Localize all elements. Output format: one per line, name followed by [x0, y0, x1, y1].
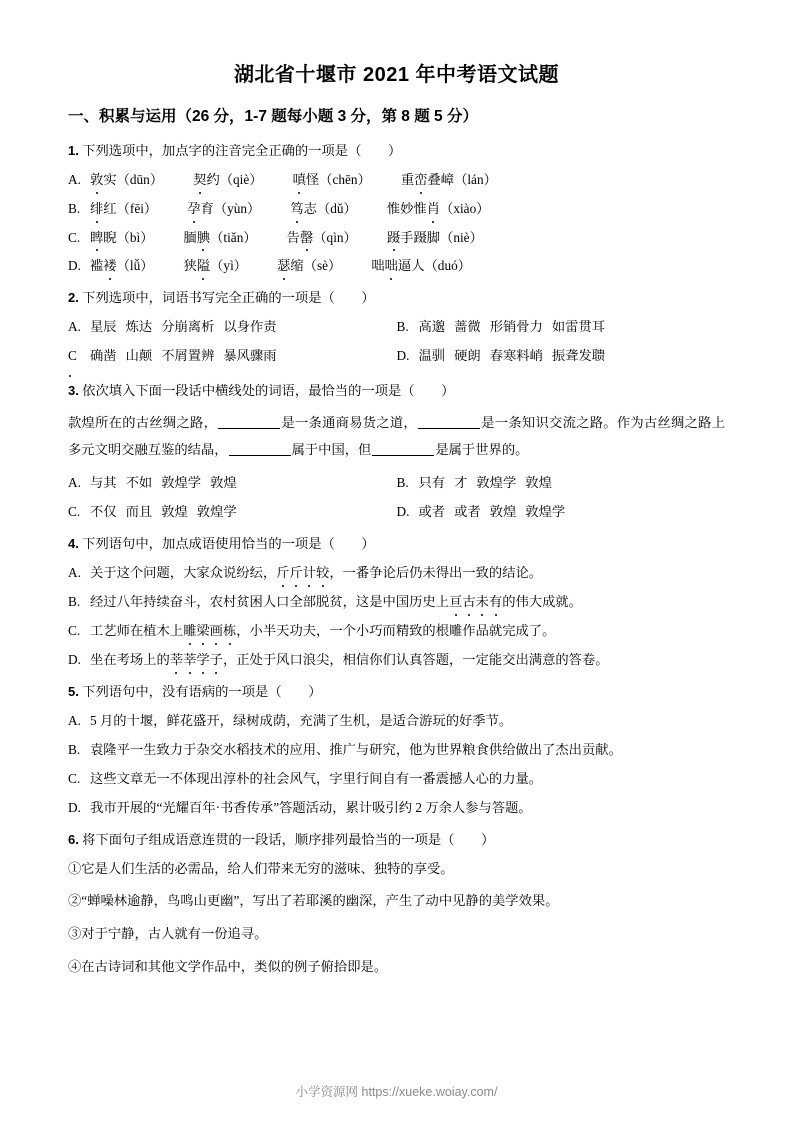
emphasis-char: 敦 — [90, 170, 103, 190]
question-2-stem — [68, 288, 725, 308]
option-label: D. — [396, 504, 410, 520]
option-right[interactable] — [397, 346, 726, 366]
emphasis-char: 莘 — [170, 650, 183, 670]
emphasis-char: 较 — [316, 563, 329, 583]
option-word: 硬朗 — [454, 348, 481, 364]
option-label: B. — [68, 200, 81, 216]
question-1-number: 1. — [68, 142, 79, 158]
option-word: 而且 — [125, 504, 153, 520]
question-3-number: 3. — [68, 383, 79, 399]
option-label: D. — [68, 799, 81, 815]
list-item: ④在古诗词和其他文学作品中，类似的例子俯拾即是。 — [68, 959, 388, 975]
option-text — [419, 502, 726, 522]
option-label: A. — [68, 712, 81, 728]
option-text: 关于这个问题，大家众说纷纭，斤斤计较，一番争论后仍未得出一致的结论。 — [90, 563, 725, 583]
emphasis-char: 蹑 — [387, 228, 400, 248]
question-1-stem — [68, 141, 725, 161]
option-word: 分崩离析 — [161, 319, 215, 335]
option-label: C — [68, 346, 90, 366]
option-left[interactable] — [68, 473, 397, 493]
emphasis-char: 罄 — [300, 228, 313, 248]
option-text — [419, 346, 726, 366]
pinyin-item: 告罄（qìn） — [287, 230, 357, 245]
option-label: B. — [68, 741, 81, 757]
option-word: 敦煌 — [489, 504, 517, 520]
option-left[interactable] — [68, 317, 397, 337]
emphasis-char: 有 — [489, 592, 502, 612]
option-row[interactable] — [68, 592, 725, 612]
question-3-stem — [68, 381, 725, 401]
emphasis-char: 契 — [193, 170, 206, 190]
option-word: 才 — [454, 475, 468, 491]
question-4-options — [68, 563, 725, 670]
option-word: 敦煌学 — [525, 504, 566, 520]
option-row[interactable] — [68, 798, 725, 818]
option-row[interactable] — [68, 740, 725, 760]
emphasis-char: 莘 — [183, 650, 196, 670]
emphasis-char: 古 — [462, 592, 475, 612]
question-6-number: 6. — [68, 831, 79, 847]
option-word: 或者 — [454, 504, 481, 520]
question-3 — [68, 381, 725, 522]
emphasis-char: 孕 — [187, 199, 200, 219]
option-word: 春寒料峭 — [489, 348, 543, 364]
option-text — [90, 473, 397, 493]
option-label: A. — [68, 319, 81, 335]
page-title: 湖北省十堰市 2021 年中考语文试题 — [233, 64, 560, 86]
pinyin-item: 契约（qiè） — [193, 172, 262, 187]
emphasis-char: 绯 — [90, 199, 103, 219]
option-left[interactable] — [68, 346, 397, 366]
option-row[interactable] — [68, 769, 725, 789]
option-text: 工艺师在植木上雕梁画栋，小半天功夫，一个小巧而精致的根雕作品就完成了。 — [90, 621, 725, 641]
option-word: 确凿 — [90, 348, 117, 364]
pinyin-item: 狭隘（yì） — [184, 258, 248, 273]
option-label: D. — [68, 258, 81, 274]
question-5-stem-text: 下列语句中，没有语病的一项是（ ） — [82, 683, 322, 699]
option-label: C. — [68, 770, 81, 786]
emphasis-char: 瑟 — [277, 256, 290, 276]
pinyin-item: 重峦叠嶂（lán） — [401, 172, 497, 187]
option-row[interactable] — [68, 621, 725, 641]
passage-text: 款煌所在的古丝绸之路， — [68, 415, 218, 431]
question-4-stem — [68, 534, 725, 554]
option-word: 或者 — [418, 504, 446, 520]
option-word: 不如 — [125, 475, 153, 491]
option-word: 暴风骤雨 — [223, 348, 277, 364]
emphasized-idiom — [276, 565, 329, 580]
option-word: 如雷贯耳 — [551, 319, 606, 335]
option-row-pair — [68, 502, 725, 522]
emphasis-char: 笃 — [290, 199, 303, 219]
emphasis-char: 隘 — [197, 256, 210, 276]
option-word: 星辰 — [90, 319, 117, 335]
option-row[interactable] — [68, 711, 725, 731]
emphasis-char: 睥 — [90, 228, 103, 248]
page-content — [68, 62, 725, 990]
emphasized-idiom — [183, 623, 236, 638]
option-text: 袁隆平一生致力于杂交水稻技术的应用、推广与研究，他为世界粮食供给做出了杰出贡献。 — [90, 741, 622, 757]
option-word: 以身作责 — [223, 319, 277, 335]
question-2-number: 2. — [68, 290, 79, 306]
emphasis-char: 未 — [476, 592, 489, 612]
list-item: ①它是人们生活的必需品，给人们带来无穷的滋味、独特的享受。 — [68, 860, 454, 876]
question-1 — [68, 141, 725, 277]
option-text — [90, 256, 725, 276]
section-heading: 一、积累与运用（26 分，1-7 题每小题 3 分，第 8 题 5 分） — [68, 108, 478, 125]
pinyin-item: 腼腆（tiǎn） — [184, 230, 257, 245]
pinyin-item: 瑟缩（sè） — [277, 258, 341, 273]
option-word: 山颠 — [125, 348, 153, 364]
option-text — [90, 346, 397, 366]
emphasis-char: 斤 — [289, 563, 302, 583]
pinyin-item: 咄咄逼人（duó） — [371, 258, 471, 273]
question-2 — [68, 288, 725, 366]
emphasis-char: 腆 — [197, 228, 210, 248]
question-4-stem-text: 下列语句中，加点成语使用恰当的一项是（ ） — [82, 536, 375, 552]
pinyin-item: 绯红（fēi） — [90, 201, 157, 216]
option-right[interactable] — [397, 317, 726, 337]
pinyin-item: 褴褛（lǚ） — [90, 258, 154, 273]
question-1-options — [68, 170, 725, 277]
option-label: D. — [68, 651, 81, 667]
list-item: ③对于宁静，古人就有一份追寻。 — [68, 926, 268, 942]
question-5-number: 5. — [68, 683, 79, 699]
option-text — [90, 170, 725, 190]
option-text: 这些文章无一不体现出淳朴的社会风气，字里行间自有一番震撼人心的力量。 — [90, 770, 543, 786]
option-row[interactable] — [68, 256, 725, 276]
emphasis-char: 褛 — [103, 256, 116, 276]
option-right[interactable] — [397, 502, 726, 522]
question-4-number: 4. — [68, 536, 79, 552]
emphasis-char: 梁 — [196, 621, 209, 641]
option-right[interactable] — [397, 473, 726, 493]
fill-in-blank[interactable] — [218, 415, 280, 429]
question-3-stem-text: 依次填入下面一段话中横线处的词语，最恰当的一项是（ ） — [82, 383, 455, 399]
question-4 — [68, 534, 725, 670]
option-word: 敦煌学 — [476, 475, 517, 491]
option-label: B. — [68, 594, 81, 610]
emphasis-char: 咄 — [385, 256, 398, 276]
option-word: 敦煌 — [210, 475, 237, 491]
option-label: A. — [68, 475, 81, 491]
fill-in-blank[interactable] — [418, 415, 480, 429]
option-word: 与其 — [90, 475, 117, 491]
option-label: C. — [68, 504, 81, 520]
option-text — [90, 317, 397, 337]
option-label: C. — [68, 229, 81, 245]
option-row[interactable] — [68, 650, 725, 670]
question-6-stem — [68, 830, 725, 850]
question-5-options — [68, 711, 725, 818]
pinyin-item: 嗔怪（chēn） — [293, 172, 371, 187]
option-word: 不屑置辨 — [161, 348, 215, 364]
pinyin-item: 睥睨（bì） — [90, 230, 154, 245]
option-text — [419, 317, 726, 337]
option-word: 炼达 — [125, 319, 153, 335]
option-word: 敦煌 — [161, 504, 188, 520]
emphasized-idiom — [170, 652, 223, 667]
emphasis-char: 学 — [196, 650, 209, 670]
option-word: 振聋发聩 — [551, 348, 606, 364]
option-word: 只有 — [418, 475, 446, 491]
pinyin-item: 敦实（dūn） — [90, 172, 163, 187]
option-row[interactable] — [68, 170, 725, 190]
option-label: B. — [396, 475, 409, 491]
option-label: B. — [396, 319, 409, 335]
question-5-stem — [68, 682, 725, 702]
option-row[interactable] — [68, 228, 725, 248]
emphasis-char: 子 — [210, 650, 223, 670]
emphasis-char: 画 — [210, 621, 223, 641]
option-row-pair — [68, 346, 725, 366]
question-6-stem-text: 将下面句子组成语意连贯的一段话，顺序排列最恰当的一项是（ ） — [82, 831, 495, 847]
option-word: 不仅 — [90, 504, 117, 520]
option-row-pair — [68, 473, 725, 493]
option-row[interactable] — [68, 199, 725, 219]
option-text: 5 月的十堰，鲜花盛开，绿树成荫，充满了生机，是适合游玩的好季节。 — [90, 712, 513, 728]
list-item: ②“蝉噪林逾静，鸟鸣山更幽”，写出了若耶溪的幽深，产生了动中见静的美学效果。 — [68, 893, 559, 909]
question-2-options — [68, 317, 725, 366]
option-word: 温驯 — [418, 348, 446, 364]
question-3-passage — [68, 410, 725, 463]
emphasized-idiom — [449, 594, 502, 609]
option-label: C. — [68, 623, 81, 638]
option-word: 高邈 — [418, 319, 446, 335]
option-row-pair — [68, 317, 725, 337]
fill-in-blank[interactable] — [229, 441, 291, 455]
option-label: D. — [396, 348, 410, 364]
passage-text: 是一条通商易货之道， — [281, 415, 417, 431]
option-word: 敦煌 — [525, 475, 552, 491]
pinyin-item: 孕育（yùn） — [187, 201, 260, 216]
emphasis-char: 斤 — [276, 563, 289, 583]
option-text — [90, 502, 397, 522]
pinyin-item: 惟妙惟肖（xiào） — [387, 201, 490, 216]
question-6 — [68, 830, 725, 978]
option-word: 敦煌学 — [161, 475, 202, 491]
fill-in-blank[interactable] — [372, 441, 434, 455]
passage-text: 是一条知识交流之路。作为古丝绸之路上多元文明交融互鉴的结晶， — [68, 415, 726, 457]
option-text: 我市开展的“光耀百年·书香传承”答题活动，累计吸引约 2 万余人参与答题。 — [90, 799, 532, 815]
option-text — [90, 228, 725, 248]
emphasis-char: 计 — [303, 563, 316, 583]
option-label: A. — [68, 565, 81, 581]
pinyin-item: 蹑手蹑脚（niè） — [387, 230, 483, 245]
passage-text: 属于中国，但 — [291, 441, 372, 457]
question-3-options — [68, 473, 725, 522]
footer-watermark: 小学资源网 https://xueke.woiay.com/ — [295, 1085, 498, 1099]
question-1-stem-text: 下列选项中，加点字的注音完全正确的一项是（ ） — [82, 142, 402, 158]
emphasis-char: 栋 — [223, 621, 236, 641]
option-label: A. — [68, 171, 81, 187]
option-word: 形销骨力 — [489, 319, 543, 335]
emphasis-char: 亘 — [449, 592, 462, 612]
question-5 — [68, 682, 725, 818]
emphasis-char: 峦 — [414, 170, 427, 190]
option-text — [90, 199, 725, 219]
emphasis-char: 肖 — [427, 199, 440, 219]
option-text: 坐在考场上的莘莘学子，正处于风口浪尖，相信你们认真答题，一定能交出满意的答卷。 — [90, 650, 725, 670]
option-left[interactable] — [68, 502, 397, 522]
question-2-stem-text: 下列选项中，词语书写完全正确的一项是（ ） — [82, 290, 375, 306]
passage-text: 是属于世界的。 — [435, 441, 529, 457]
option-text: 经过八年持续奋斗，农村贫困人口全部脱贫，这是中国历史上亘古未有的伟大成就。 — [90, 592, 725, 612]
pinyin-item: 笃志（dǔ） — [290, 201, 356, 216]
emphasis-char: 嗔 — [293, 170, 306, 190]
option-row[interactable] — [68, 563, 725, 583]
option-text — [419, 473, 726, 493]
option-word: 敦煌学 — [196, 504, 237, 520]
question-6-items — [68, 859, 725, 978]
option-word: 蔷微 — [454, 319, 481, 335]
emphasis-char: 雕 — [183, 621, 196, 641]
